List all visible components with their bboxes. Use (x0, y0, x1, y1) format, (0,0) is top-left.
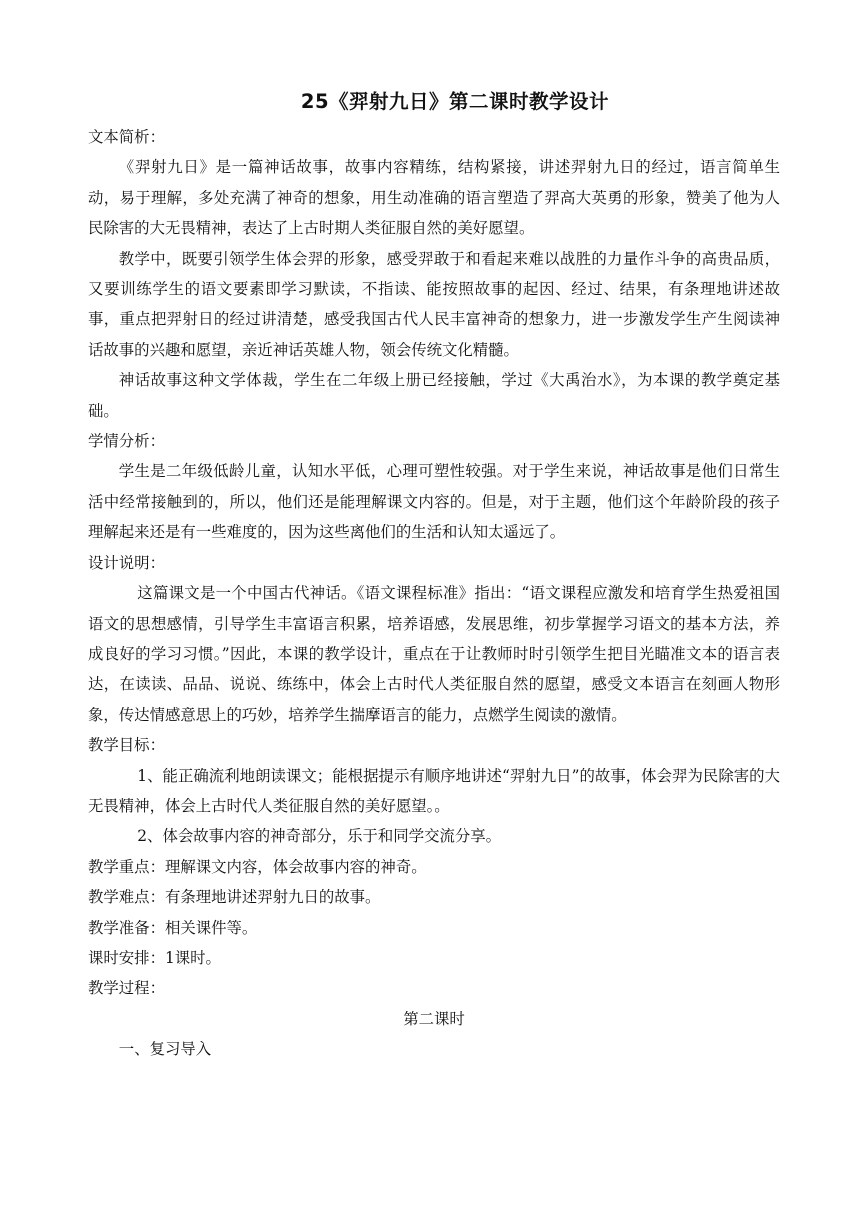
paragraph-student-analysis: 学生是二年级低龄儿童，认知水平低，心理可塑性较强。对于学生来说，神话故事是他们日常生活中经常接触到的，所以，他们还是能理解课文内容的。但是，对于主题，他们这个年龄阶段的孩子理解起来还是有一些难度的，因为这些离他们的生活和认知太遥远了。 (88, 462, 780, 542)
section-heading-design: 设计说明： (88, 553, 165, 572)
key-point: 教学重点：理解课文内容，体会故事内容的神奇。 (88, 857, 427, 876)
schedule: 课时安排：1课时。 (88, 948, 221, 967)
section-heading-process: 教学过程： (88, 979, 165, 998)
difficulty: 教学难点：有条理地讲述羿射九日的故事。 (88, 888, 381, 907)
section-heading-student-analysis: 学情分析： (88, 432, 165, 451)
paragraph-text-analysis-2: 教学中，既要引领学生体会羿的形象，感受羿敢于和看起来难以战胜的力量作斗争的高贵品质，又要训练学生的语文要素即学习默读，不指读、能按照故事的起因、经过、结果，有条理地讲述故事，重点把羿射日的经过讲清楚，感受我国古代人民丰富神奇的想象力，进一步激发学生产生阅读神话故事的兴趣和愿望，亲近神话英雄人物，领会传统文化精髓。 (88, 249, 780, 359)
goal-item-1: 1、能正确流利地朗读课文；能根据提示有顺序地讲述“羿射九日”的故事，体会羿为民除害的大无畏精神，体会上古时代人类征服自然的美好愿望。。 (88, 766, 780, 815)
document-title: 25《羿射九日》第二课时教学设计 (300, 90, 610, 113)
paragraph-text-analysis-1: 《羿射九日》是一篇神话故事，故事内容精练，结构紧接，讲述羿射九日的经过，语言简单生动，易于理解，多处充满了神奇的想象，用生动准确的语言塑造了羿高大英勇的形象，赞美了他为人民除害的大无畏精神，表达了上古时期人类征服自然的美好愿望。 (88, 158, 780, 238)
lesson-label: 第二课时 (403, 1009, 465, 1028)
section-heading-goals: 教学目标： (88, 736, 165, 755)
preparation: 教学准备：相关课件等。 (88, 918, 258, 937)
document-body (88, 122, 780, 1065)
step-1-heading: 一、复习导入 (118, 1040, 212, 1059)
paragraph-design: 这篇课文是一个中国古代神话。《语文课程标准》指出：“语文课程应激发和培育学生热爱祖国语文的思想感情，引导学生丰富语言积累，培养语感，发展思维，初步掌握学习语文的基本方法，养成良好的学习习惯。”因此，本课的教学设计，重点在于让教师时时引领学生把目光瞄准文本的语言表达，在读读、品品、说说、练练中，体会上古时代人类征服自然的愿望，感受文本语言在刻画人物形象，传达情感意思上的巧妙，培养学生揣摩语言的能力，点燃学生阅读的激情。 (88, 584, 780, 724)
section-heading-text-analysis: 文本简析： (88, 128, 165, 146)
goal-item-2: 2、体会故事内容的神奇部分，乐于和同学交流分享。 (137, 827, 502, 846)
paragraph-text-analysis-3: 神话故事这种文学体裁，学生在二年级上册已经接触，学过《大禹治水》，为本课的教学奠定基础。 (88, 371, 780, 420)
